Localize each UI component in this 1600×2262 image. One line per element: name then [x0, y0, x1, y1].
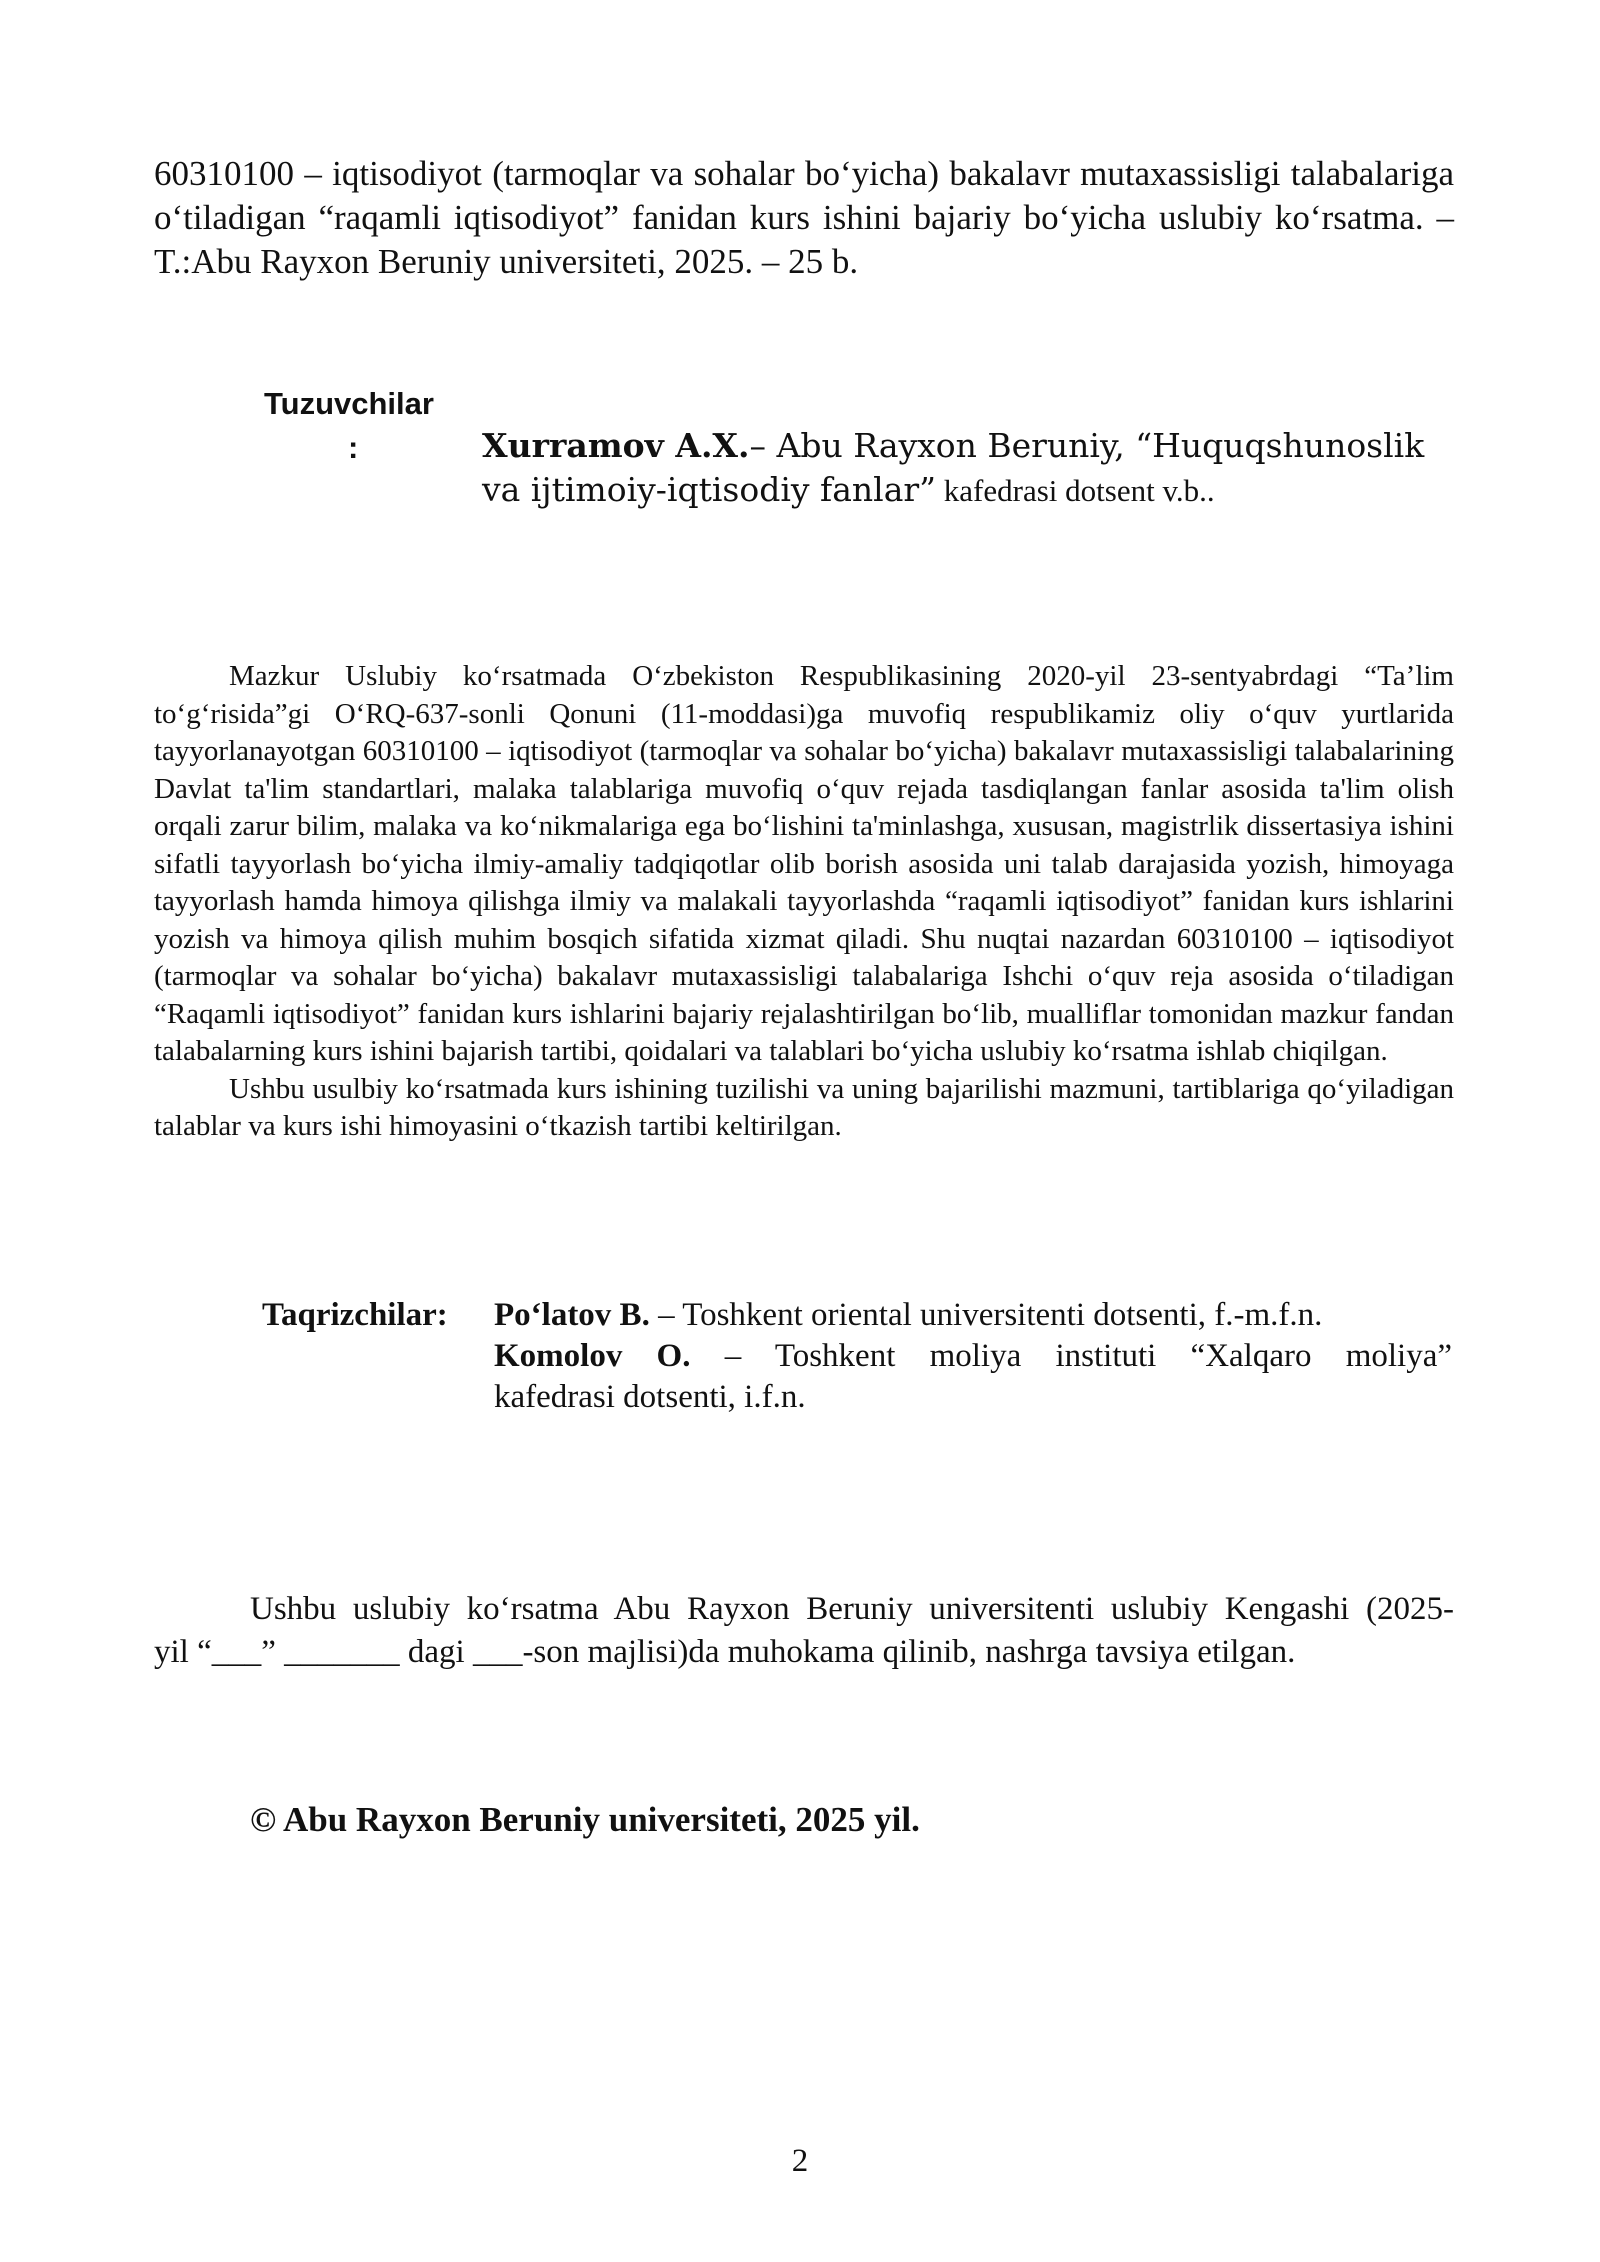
author-position: kafedrasi dotsent v.b.. [936, 473, 1215, 508]
authors-label: Tuzuvchilar [264, 386, 434, 421]
reviewer-affiliation-continuation: kafedrasi dotsenti, i.f.n. [494, 1379, 806, 1415]
abstract-paragraph: Mazkur Uslubiy koʻrsatmada Oʻzbekiston Respublikasining 2020-yil 23-sentyabrdagi “Ta’lim toʻgʻrisida”gi OʻRQ-637-sonli Qonuni (11-moddasi)ga muvofiq respublikamiz oliy oʻquv yurtlarida tayyorlanayotgan 60310100 – iqtisodiyot (tarmoqlar va sohalar boʻyicha) bakalavr mutaxassisligi talabalarining Davlat ta'lim standartlari, malaka talablariga muvofiq oʻquv rejada tasdiqlangan fanlar asosida ta'lim olish orqali zarur bilim, malaka va koʻnikmalariga ega boʻlishini ta'minlashga, xususan, magistrlik dissertasiya ishini sifatli tayyorlash boʻyicha ilmiy-amaliy tadqiqotlar olib borish asosida uni talab darajasida yozish, himoyaga tayyorlash hamda himoya qilishga ilmiy va malakali tayyorlashda “raqamli iqtisodiyot” fanidan kurs ishlarini yozish va himoya qilish muhim bosqich sifatida xizmat qiladi. Shu nuqtai nazardan 60310100 – iqtisodiyot (tarmoqlar va sohalar boʻyicha) bakalavr mutaxassisligi talabalariga Ishchi oʻquv reja asosida oʻtiladigan “Raqamli iqtisodiyot” fanidan kurs ishlarini bajariy rejalashtirilgan boʻlib, mualliflar tomonidan mazkur fandan talabalarning kurs ishini bajarish tartibi, qoidalari va talablari boʻyicha uslubiy koʻrsatma ishlab chiqilgan. [154, 660, 1454, 1067]
reviewers-list [494, 1295, 1452, 1418]
author-entry [482, 424, 1442, 513]
approval-note [154, 1588, 1454, 1674]
author-name: Xurramov A.X. [482, 426, 750, 465]
approval-line: yil “___” _______ dagi ___-son majlisi)da muhokama qilinib, nashrga tavsiya etilgan. [154, 1634, 1296, 1670]
approval-line: Ushbu uslubiy koʻrsatma Abu Rayxon Beruniy universitenti uslubiy Kengashi (2025- [250, 1591, 1454, 1627]
abstract [154, 658, 1454, 1146]
page-number: 2 [791, 2143, 809, 2179]
abstract-paragraph: Ushbu usulbiy koʻrsatmada kurs ishining tuzilishi va uning bajarilishi mazmuni, tartiblariga qoʻyiladigan talablar va kurs ishi himoyasini oʻtkazish tartibi keltirilgan. [154, 1072, 1454, 1142]
reviewer-name: Komolov O. [494, 1338, 691, 1374]
authors-colon: : [348, 430, 359, 465]
bibliographic-description: 60310100 – iqtisodiyot (tarmoqlar va sohalar boʻyicha) bakalavr mutaxassisligi talabalariga oʻtiladigan “raqamli iqtisodiyot” fanidan kurs ishini bajariy boʻyicha uslubiy koʻrsatma. – T.:Abu Rayxon Beruniy universiteti, 2025. – 25 b. [154, 154, 1454, 281]
reviewer-name: Poʻlatov B. [494, 1297, 650, 1333]
copyright-notice: © Abu Rayxon Beruniy universiteti, 2025 yil. [250, 1800, 920, 1839]
reviewer-entry [494, 1336, 1452, 1377]
reviewers-label: Taqrizchilar: [262, 1297, 448, 1333]
reviewer-entry [494, 1295, 1452, 1336]
author-affiliation: – Abu Rayxon Beruniy, “Huquqshunoslik va ijtimoiy-iqtisodiy fanlar” [482, 426, 1425, 509]
reviewer-affiliation: – Toshkent oriental universitenti dotsenti, f.-m.f.n. [658, 1297, 1323, 1333]
reviewer-affiliation: – Toshkent moliya instituti “Xalqaro moliya” [724, 1338, 1453, 1374]
